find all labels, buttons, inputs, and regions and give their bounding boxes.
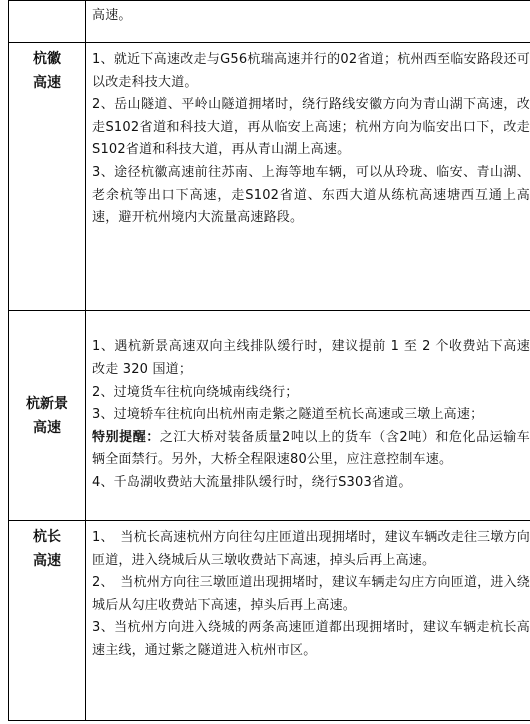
document-page <box>8 0 530 724</box>
label-line: 杭长 <box>33 529 61 545</box>
paragraph: 3、途径杭徽高速前往苏南、上海等地车辆，可以从玲珑、临安、青山湖、老余杭等出口下高速，走S102省道、东西大道从练杭高速塘西互通上高速，避开杭州境内大流量高速路段。 <box>92 164 530 226</box>
label-line: 高速 <box>33 419 61 436</box>
row-content <box>86 521 530 721</box>
highway-detour-table <box>8 0 530 721</box>
label-line: 高速 <box>33 75 61 91</box>
paragraph: 1、就近下高速改走与G56杭瑞高速并行的02省道；杭州西至临安路段还可以改走科技大道。 <box>92 52 530 90</box>
label-line: 杭新景 <box>26 395 68 412</box>
row-label <box>9 311 86 521</box>
paragraph: 高速。 <box>92 8 132 23</box>
special-notice-text: 之江大桥对装备质量2吨以上的货车（含2吨）和危化品运输车辆全面禁行。另外，大桥全程限速80公里，应注意控制车速。 <box>92 429 530 468</box>
row-content <box>86 311 530 521</box>
special-notice <box>92 427 530 472</box>
paragraph: 2、过境货车往杭向绕城南线绕行； <box>92 384 299 400</box>
row-content <box>86 43 530 311</box>
paragraph: 3、过境轿车往杭向出杭州南走紫之隧道至杭长高速或三墩上高速； <box>92 407 484 423</box>
row-content <box>86 1 530 43</box>
paragraph: 2、 当杭州方向往三墩匝道出现拥堵时，建议车辆走勾庄方向匝道，进入绕城后从勾庄收费站下高速，掉头后再上高速。 <box>92 575 530 613</box>
label-line: 杭徽 <box>33 51 61 67</box>
paragraph: 4、千岛湖收费站大流量排队缓行时，绕行S303省道。 <box>92 474 412 490</box>
row-label-empty <box>9 1 86 43</box>
paragraph: 3、当杭州方向进入绕城的两条高速匝道都出现拥堵时，建议车辆走杭长高速主线，通过紫之隧道进入杭州市区。 <box>92 620 530 658</box>
label-line: 高速 <box>33 553 61 569</box>
row-label <box>9 521 86 721</box>
table-row <box>9 1 530 43</box>
table-row <box>9 521 530 721</box>
row-label <box>9 43 86 311</box>
table-row <box>9 311 530 521</box>
table-row <box>9 43 530 311</box>
paragraph: 1、遇杭新景高速双向主线排队缓行时，建议提前 1 至 2 个收费站下高速改走 320 国道； <box>92 339 530 378</box>
paragraph: 2、岳山隧道、平岭山隧道拥堵时，绕行路线安徽方向为青山湖下高速，改走S102省道和科技大道，再从临安上高速；杭州方向为临安出口下，改走S102省道和科技大道，再从青山湖上高速。 <box>92 97 530 158</box>
special-notice-title: 特别提醒： <box>92 429 160 445</box>
paragraph: 1、 当杭长高速杭州方向往勾庄匝道出现拥堵时，建议车辆改走往三墩方向匝道，进入绕城后从三墩收费站下高速，掉头后再上高速。 <box>92 530 530 568</box>
